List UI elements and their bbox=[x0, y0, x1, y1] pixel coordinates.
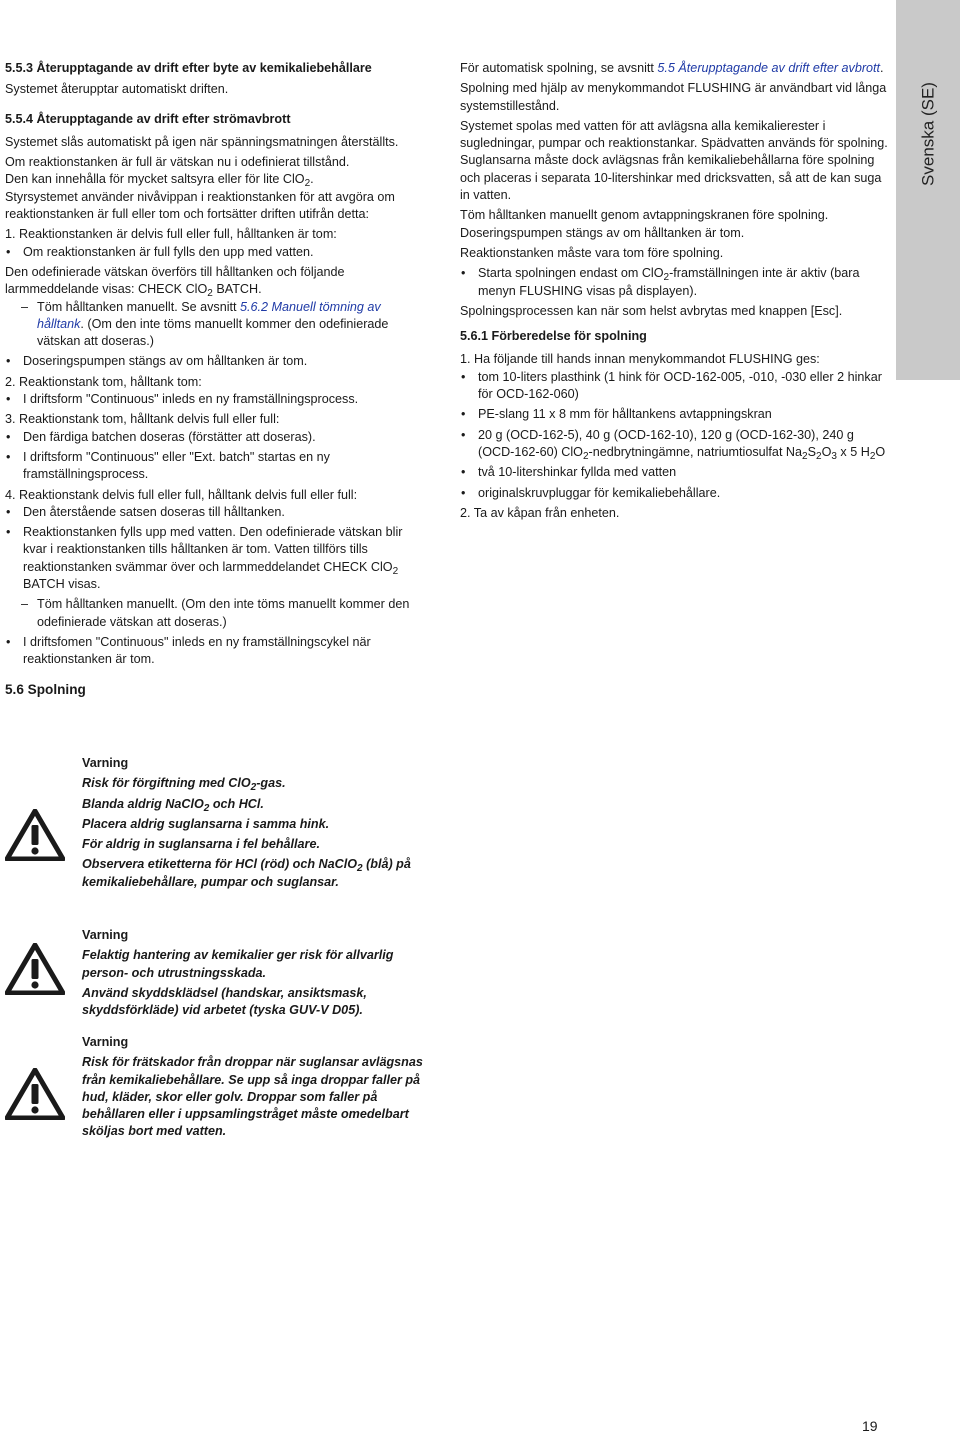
right-column bbox=[460, 60, 888, 525]
section-link-5-6-2[interactable]: 5.6.2 Manuell tömning av hålltank bbox=[37, 299, 381, 331]
language-tab-label: Svenska (SE) bbox=[918, 82, 938, 186]
warning-line: För aldrig in suglansarna i fel behållare. bbox=[82, 837, 320, 852]
paragraph-empty-tank: Töm hålltanken manuellt genom avtappningskranen före spolning. Doseringspumpen stängs av om hålltanken är tom. bbox=[460, 208, 829, 240]
paragraph-flush-system: Systemet spolas med vatten för att avlägsna alla kemikalierester i sugledningar, pumpar och reaktionstankar. Spädvatten används för spolning. Suglansarna måste dock avlägsnas från kemikaliebehållarna före spolning och placeras i separata 10-litershinkar med dricksvatten, så att de kan suga in vatten. bbox=[460, 118, 888, 203]
list-item: • PE-slang 11 x 8 mm för hålltankens avtappningskran bbox=[460, 406, 888, 423]
language-tab bbox=[896, 0, 960, 380]
paragraph-auto-flush: För automatisk spolning, se avsnitt 5.5 Återupptagande av drift efter avbrott. bbox=[460, 61, 884, 75]
paragraph-tank-empty: Reaktionstanken måste vara tom före spolning. bbox=[460, 245, 724, 260]
case-1-heading: 1. Reaktionstanken är delvis full eller full, hålltanken är tom: bbox=[5, 227, 337, 242]
heading-5-5-4: 5.5.4 Återupptagande av drift efter strömavbrott bbox=[5, 111, 291, 126]
paragraph-acid-content: Den kan innehålla för mycket saltsyra eller för lite ClO$_2$. bbox=[5, 172, 314, 190]
list-item: • I driftsfomen "Continuous" inleds en ny framställningscykel när reaktionstanken är tom. bbox=[5, 634, 421, 669]
list-item: • Starta spolningen endast om ClO$_2$-framställningen inte är aktiv (bara menyn FLUSHING visas på displayen). bbox=[460, 265, 888, 300]
warning-line: Risk för förgiftning med ClO$_2$-gas. bbox=[82, 776, 286, 794]
page-number: 19 bbox=[862, 1418, 878, 1434]
paragraph-esc: Spolningsprocessen kan när som helst avbrytas med knappen [Esc]. bbox=[460, 303, 843, 318]
warning-title: Varning bbox=[82, 928, 129, 942]
warning-line: Använd skyddsklädsel (handskar, ansiktsmask, skyddsförkläde) vid arbetet (tyska GUV-V D05). bbox=[82, 985, 367, 1018]
list-item: • originalskruvpluggar för kemikaliebehållare. bbox=[460, 485, 888, 502]
list-item: • Om reaktionstanken är full fylls den upp med vatten. bbox=[5, 244, 421, 261]
paragraph-power-restore: Systemet slås automatiskt på igen när spänningsmatningen återställts. bbox=[5, 134, 399, 149]
warning-title: Varning bbox=[82, 1035, 129, 1049]
list-item: • Den färdiga batchen doseras (förstätter att doseras). bbox=[5, 429, 421, 446]
case-2-heading: 2. Reaktionstank tom, hålltank tom: bbox=[5, 374, 202, 389]
warning-line: Observera etiketterna för HCl (röd) och NaClO$_2$ (blå) på kemikaliebehållare, pumpar och suglansar. bbox=[82, 857, 411, 889]
heading-5-5-3: 5.5.3 Återupptagande av drift efter byte av kemikaliebehållare bbox=[5, 61, 372, 75]
list-item: • 20 g (OCD-162-5), 40 g (OCD-162-10), 120 g (OCD-162-30), 240 g (OCD-162-60) ClO$_2$-nedbrytningämne, natriumtiosulfat $Na_2S_2O_3$ x 5 $H_2O$ bbox=[460, 427, 888, 462]
dash-item-empty-holding-tank: – Töm hålltanken manuellt. (Om den inte töms manuellt kommer den odefinierade vätskan att doseras.) bbox=[5, 596, 421, 631]
list-item: • I driftsform "Continuous" inleds en ny framställningsprocess. bbox=[5, 391, 421, 408]
warning-line: Risk för frätskador från droppar när suglansar avlägsnas från kemikaliebehållare. Se upp så inga droppar faller på hud, kläder, skor eller golv. Droppar som faller på behållaren eller i uppsamlingstråget måste omedelbart sköljas bort med vatten. bbox=[82, 1055, 423, 1139]
warning-line: Placera aldrig suglansarna i samma hink. bbox=[82, 816, 330, 831]
warning-title: Varning bbox=[82, 756, 129, 770]
paragraph-flushing-menu: Spolning med hjälp av menykommandot FLUSHING är användbart vid långa systemstillestånd. bbox=[460, 81, 887, 113]
list-item: • Den återstående satsen doseras till hålltanken. bbox=[5, 504, 421, 521]
left-column bbox=[5, 60, 421, 701]
paragraph-transfer-alarm: Den odefinierade vätskan överförs till hålltanken och följande larmmeddelande visas: CHECK ClO$_2$ BATCH. bbox=[5, 264, 345, 300]
list-item: • I driftsform "Continuous" eller "Ext. batch" startas en ny framställningsprocess. bbox=[5, 449, 421, 484]
list-item: • Doseringspumpen stängs av om hålltanken är tom. bbox=[5, 353, 421, 370]
case-4-heading: 4. Reaktionstank delvis full eller full, hålltank delvis full eller full: bbox=[5, 487, 358, 502]
step-2: 2. Ta av kåpan från enheten. bbox=[460, 505, 620, 520]
list-item: • Reaktionstanken fylls upp med vatten. Den odefinierade vätskan blir kvar i reaktionstanken tills hålltanken är tom. Vatten tillförs tills reaktionstanken svämmar över och larmmeddelandet CHECK ClO$_2$ BATCH visas. bbox=[5, 524, 421, 593]
heading-5-6-1: 5.6.1 Förberedelse för spolning bbox=[460, 329, 647, 344]
case-3-heading: 3. Reaktionstank tom, hålltank delvis full eller full: bbox=[5, 412, 280, 427]
warning-triangle-icon bbox=[5, 1068, 65, 1120]
section-link-5-5[interactable]: 5.5 Återupptagande av drift efter avbrott bbox=[657, 61, 881, 75]
paragraph-undefined-state: Om reaktionstanken är full är vätskan nu i odefinierat tillstånd. bbox=[5, 155, 350, 170]
warning-text-2 bbox=[82, 927, 427, 1022]
warning-text-1 bbox=[82, 755, 427, 894]
warning-line: Felaktig hantering av kemikalier ger risk för allvarlig person- och utrustningsskada. bbox=[82, 948, 394, 980]
warning-triangle-icon bbox=[5, 809, 65, 861]
step-1: 1. Ha följande till hands innan menykommandot FLUSHING ges: bbox=[460, 352, 820, 367]
warning-triangle-icon bbox=[5, 943, 65, 995]
paragraph-level-switch: Styrsystemet använder nivåvippan i reaktionstanken för att avgöra om reaktionstanken är full eller tom och fortsätter driften utifrån detta: bbox=[5, 189, 395, 222]
paragraph-resume-auto: Systemet återupptar automatiskt driften. bbox=[5, 82, 229, 97]
heading-5-6: 5.6 Spolning bbox=[5, 681, 86, 697]
list-item: • två 10-litershinkar fyllda med vatten bbox=[460, 464, 888, 481]
warning-line: Blanda aldrig NaClO$_2$ och HCl. bbox=[82, 796, 264, 814]
list-item: • tom 10-liters plasthink (1 hink för OCD-162-005, -010, -030 eller 2 hinkar för OCD-162-060) bbox=[460, 369, 888, 404]
warning-text-3 bbox=[82, 1034, 427, 1144]
dash-item-empty-holding-tank: – Töm hålltanken manuellt. Se avsnitt 5.6.2 Manuell tömning av hålltank. (Om den inte töms manuellt kommer den odefinierade vätskan att doseras.) bbox=[5, 299, 421, 351]
